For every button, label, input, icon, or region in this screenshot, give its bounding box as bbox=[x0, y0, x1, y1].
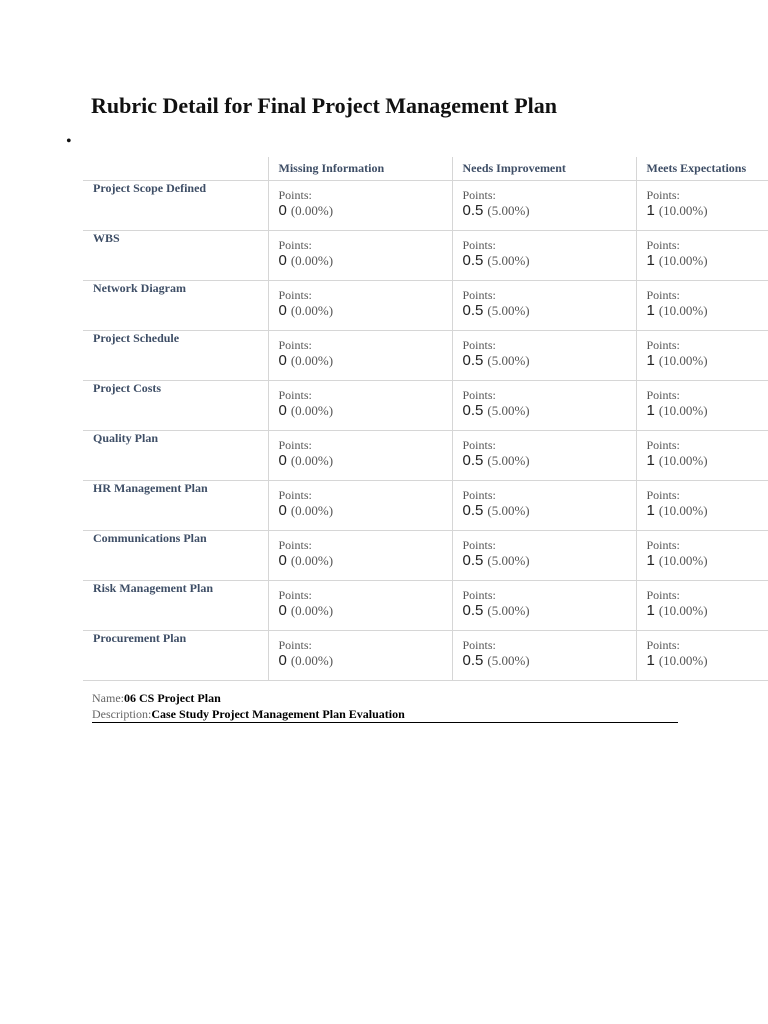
level-header-meets-expectations: Meets Expectations bbox=[636, 157, 768, 181]
points-percent: (5.00%) bbox=[487, 353, 530, 368]
points-percent: (0.00%) bbox=[290, 303, 334, 318]
points-line bbox=[463, 652, 626, 670]
score-cell-meets-expectations bbox=[636, 281, 768, 331]
points-line bbox=[463, 452, 626, 470]
points-value: 0 bbox=[278, 652, 287, 669]
score-cell-meets-expectations bbox=[636, 181, 768, 231]
points-percent: (5.00%) bbox=[487, 253, 530, 268]
points-label: Points: bbox=[462, 238, 496, 252]
points-line bbox=[647, 552, 768, 570]
points-value: 1 bbox=[646, 302, 655, 319]
points-percent: (5.00%) bbox=[487, 653, 530, 668]
rubric-row bbox=[83, 181, 768, 231]
points-label: Points: bbox=[646, 488, 680, 502]
score-cell-missing-information bbox=[268, 581, 452, 631]
score-cell-needs-improvement bbox=[452, 281, 636, 331]
points-value: 0 bbox=[278, 302, 287, 319]
points-line bbox=[279, 452, 442, 470]
score-cell-needs-improvement bbox=[452, 231, 636, 281]
points-line bbox=[647, 602, 768, 620]
points-percent: (10.00%) bbox=[658, 453, 708, 468]
score-cell-missing-information bbox=[268, 481, 452, 531]
score-cell-missing-information bbox=[268, 181, 452, 231]
score-cell-missing-information bbox=[268, 631, 452, 681]
points-line bbox=[279, 402, 442, 420]
criterion-name: Risk Management Plan bbox=[83, 581, 268, 631]
score-cell-needs-improvement bbox=[452, 431, 636, 481]
points-label: Points: bbox=[646, 338, 680, 352]
points-label: Points: bbox=[462, 588, 496, 602]
score-cell-meets-expectations bbox=[636, 481, 768, 531]
points-line bbox=[279, 252, 442, 270]
description-label: Description: bbox=[92, 707, 152, 721]
points-value: 0.5 bbox=[462, 652, 484, 669]
points-percent: (10.00%) bbox=[658, 253, 708, 268]
score-cell-needs-improvement bbox=[452, 481, 636, 531]
points-value: 1 bbox=[646, 402, 655, 419]
score-cell-needs-improvement bbox=[452, 381, 636, 431]
points-label: Points: bbox=[462, 638, 496, 652]
points-line bbox=[463, 502, 626, 520]
score-cell-meets-expectations bbox=[636, 381, 768, 431]
points-value: 0.5 bbox=[462, 602, 484, 619]
points-percent: (10.00%) bbox=[658, 303, 708, 318]
rubric-header-row bbox=[83, 157, 768, 181]
points-label: Points: bbox=[278, 538, 312, 552]
points-label: Points: bbox=[462, 538, 496, 552]
score-cell-needs-improvement bbox=[452, 531, 636, 581]
points-value: 1 bbox=[646, 602, 655, 619]
points-value: 1 bbox=[646, 202, 655, 219]
score-cell-needs-improvement bbox=[452, 181, 636, 231]
points-value: 0 bbox=[278, 402, 287, 419]
points-label: Points: bbox=[278, 588, 312, 602]
points-percent: (10.00%) bbox=[658, 203, 708, 218]
points-percent: (10.00%) bbox=[658, 653, 708, 668]
description-row bbox=[92, 706, 678, 722]
criterion-name: Procurement Plan bbox=[83, 631, 268, 681]
points-percent: (5.00%) bbox=[487, 603, 530, 618]
points-label: Points: bbox=[462, 438, 496, 452]
score-cell-missing-information bbox=[268, 281, 452, 331]
points-value: 0.5 bbox=[462, 302, 484, 319]
level-header-needs-improvement: Needs Improvement bbox=[452, 157, 636, 181]
points-label: Points: bbox=[646, 588, 680, 602]
points-value: 0.5 bbox=[462, 252, 484, 269]
points-label: Points: bbox=[278, 288, 312, 302]
list-bullet: • bbox=[66, 133, 72, 150]
points-line bbox=[279, 352, 442, 370]
score-cell-meets-expectations bbox=[636, 581, 768, 631]
points-percent: (10.00%) bbox=[658, 403, 708, 418]
points-label: Points: bbox=[278, 438, 312, 452]
points-line bbox=[463, 202, 626, 220]
points-value: 1 bbox=[646, 552, 655, 569]
points-value: 0.5 bbox=[462, 352, 484, 369]
points-value: 1 bbox=[646, 502, 655, 519]
criterion-name: HR Management Plan bbox=[83, 481, 268, 531]
points-label: Points: bbox=[278, 638, 312, 652]
points-label: Points: bbox=[646, 238, 680, 252]
points-value: 0 bbox=[278, 602, 287, 619]
points-line bbox=[279, 302, 442, 320]
points-value: 0 bbox=[278, 252, 287, 269]
points-line bbox=[463, 402, 626, 420]
name-value: 06 CS Project Plan bbox=[124, 691, 221, 705]
points-label: Points: bbox=[646, 288, 680, 302]
points-value: 1 bbox=[646, 252, 655, 269]
points-line bbox=[647, 402, 768, 420]
score-cell-missing-information bbox=[268, 431, 452, 481]
score-cell-meets-expectations bbox=[636, 631, 768, 681]
points-percent: (0.00%) bbox=[290, 453, 334, 468]
points-line bbox=[647, 502, 768, 520]
points-line bbox=[647, 452, 768, 470]
rubric-row bbox=[83, 381, 768, 431]
points-value: 0 bbox=[278, 352, 287, 369]
score-cell-needs-improvement bbox=[452, 331, 636, 381]
points-label: Points: bbox=[462, 188, 496, 202]
points-label: Points: bbox=[278, 238, 312, 252]
points-value: 1 bbox=[646, 452, 655, 469]
criterion-name: Quality Plan bbox=[83, 431, 268, 481]
points-line bbox=[463, 352, 626, 370]
points-percent: (5.00%) bbox=[487, 453, 530, 468]
points-value: 0.5 bbox=[462, 502, 484, 519]
points-percent: (0.00%) bbox=[290, 503, 334, 518]
score-cell-needs-improvement bbox=[452, 581, 636, 631]
points-line bbox=[279, 602, 442, 620]
points-percent: (0.00%) bbox=[290, 203, 334, 218]
score-cell-missing-information bbox=[268, 531, 452, 581]
points-percent: (5.00%) bbox=[487, 503, 530, 518]
points-value: 0.5 bbox=[462, 452, 484, 469]
points-line bbox=[279, 202, 442, 220]
points-value: 1 bbox=[646, 652, 655, 669]
criterion-name: Communications Plan bbox=[83, 531, 268, 581]
points-label: Points: bbox=[646, 438, 680, 452]
points-percent: (0.00%) bbox=[290, 253, 334, 268]
points-percent: (0.00%) bbox=[290, 353, 334, 368]
score-cell-needs-improvement bbox=[452, 631, 636, 681]
points-label: Points: bbox=[462, 488, 496, 502]
rubric-table bbox=[83, 157, 768, 681]
points-percent: (0.00%) bbox=[290, 553, 334, 568]
rubric-row bbox=[83, 331, 768, 381]
points-percent: (0.00%) bbox=[290, 403, 334, 418]
points-line bbox=[647, 202, 768, 220]
rubric-row bbox=[83, 531, 768, 581]
points-value: 0 bbox=[278, 552, 287, 569]
points-percent: (5.00%) bbox=[487, 553, 530, 568]
rubric-row bbox=[83, 281, 768, 331]
criterion-column-header bbox=[83, 157, 268, 181]
points-percent: (5.00%) bbox=[487, 203, 530, 218]
score-cell-missing-information bbox=[268, 381, 452, 431]
rubric-row bbox=[83, 481, 768, 531]
points-line bbox=[463, 252, 626, 270]
points-line bbox=[463, 552, 626, 570]
points-value: 0.5 bbox=[462, 402, 484, 419]
points-value: 0 bbox=[278, 502, 287, 519]
points-percent: (10.00%) bbox=[658, 603, 708, 618]
points-percent: (10.00%) bbox=[658, 353, 708, 368]
name-label: Name: bbox=[92, 691, 124, 705]
points-line bbox=[279, 502, 442, 520]
points-label: Points: bbox=[462, 388, 496, 402]
points-label: Points: bbox=[278, 488, 312, 502]
name-row bbox=[92, 690, 678, 706]
rubric-row bbox=[83, 581, 768, 631]
points-percent: (10.00%) bbox=[658, 503, 708, 518]
page-title: Rubric Detail for Final Project Management Plan bbox=[91, 93, 557, 118]
description-value: Case Study Project Management Plan Evaluation bbox=[151, 707, 405, 721]
points-label: Points: bbox=[646, 538, 680, 552]
criterion-name: Project Costs bbox=[83, 381, 268, 431]
points-percent: (10.00%) bbox=[658, 553, 708, 568]
rubric-row bbox=[83, 431, 768, 481]
points-percent: (5.00%) bbox=[487, 403, 530, 418]
score-cell-meets-expectations bbox=[636, 231, 768, 281]
rubric-row bbox=[83, 231, 768, 281]
points-label: Points: bbox=[646, 188, 680, 202]
points-line bbox=[279, 652, 442, 670]
points-line bbox=[647, 652, 768, 670]
points-line bbox=[647, 252, 768, 270]
points-label: Points: bbox=[646, 638, 680, 652]
points-value: 0 bbox=[278, 452, 287, 469]
points-line bbox=[279, 552, 442, 570]
points-line bbox=[647, 352, 768, 370]
level-header-missing-information: Missing Information bbox=[268, 157, 452, 181]
points-value: 1 bbox=[646, 352, 655, 369]
score-cell-meets-expectations bbox=[636, 431, 768, 481]
points-percent: (5.00%) bbox=[487, 303, 530, 318]
rubric-meta bbox=[92, 690, 678, 723]
criterion-name: Project Schedule bbox=[83, 331, 268, 381]
criterion-name: Network Diagram bbox=[83, 281, 268, 331]
points-label: Points: bbox=[462, 338, 496, 352]
points-line bbox=[647, 302, 768, 320]
score-cell-missing-information bbox=[268, 331, 452, 381]
points-value: 0.5 bbox=[462, 552, 484, 569]
score-cell-meets-expectations bbox=[636, 331, 768, 381]
points-label: Points: bbox=[278, 338, 312, 352]
points-line bbox=[463, 302, 626, 320]
points-label: Points: bbox=[462, 288, 496, 302]
points-value: 0.5 bbox=[462, 202, 484, 219]
score-cell-missing-information bbox=[268, 231, 452, 281]
points-line bbox=[463, 602, 626, 620]
rubric-body bbox=[83, 181, 768, 681]
criterion-name: WBS bbox=[83, 231, 268, 281]
points-percent: (0.00%) bbox=[290, 653, 334, 668]
points-percent: (0.00%) bbox=[290, 603, 334, 618]
points-label: Points: bbox=[646, 388, 680, 402]
rubric-row bbox=[83, 631, 768, 681]
criterion-name: Project Scope Defined bbox=[83, 181, 268, 231]
points-label: Points: bbox=[278, 188, 312, 202]
score-cell-meets-expectations bbox=[636, 531, 768, 581]
points-value: 0 bbox=[278, 202, 287, 219]
points-label: Points: bbox=[278, 388, 312, 402]
